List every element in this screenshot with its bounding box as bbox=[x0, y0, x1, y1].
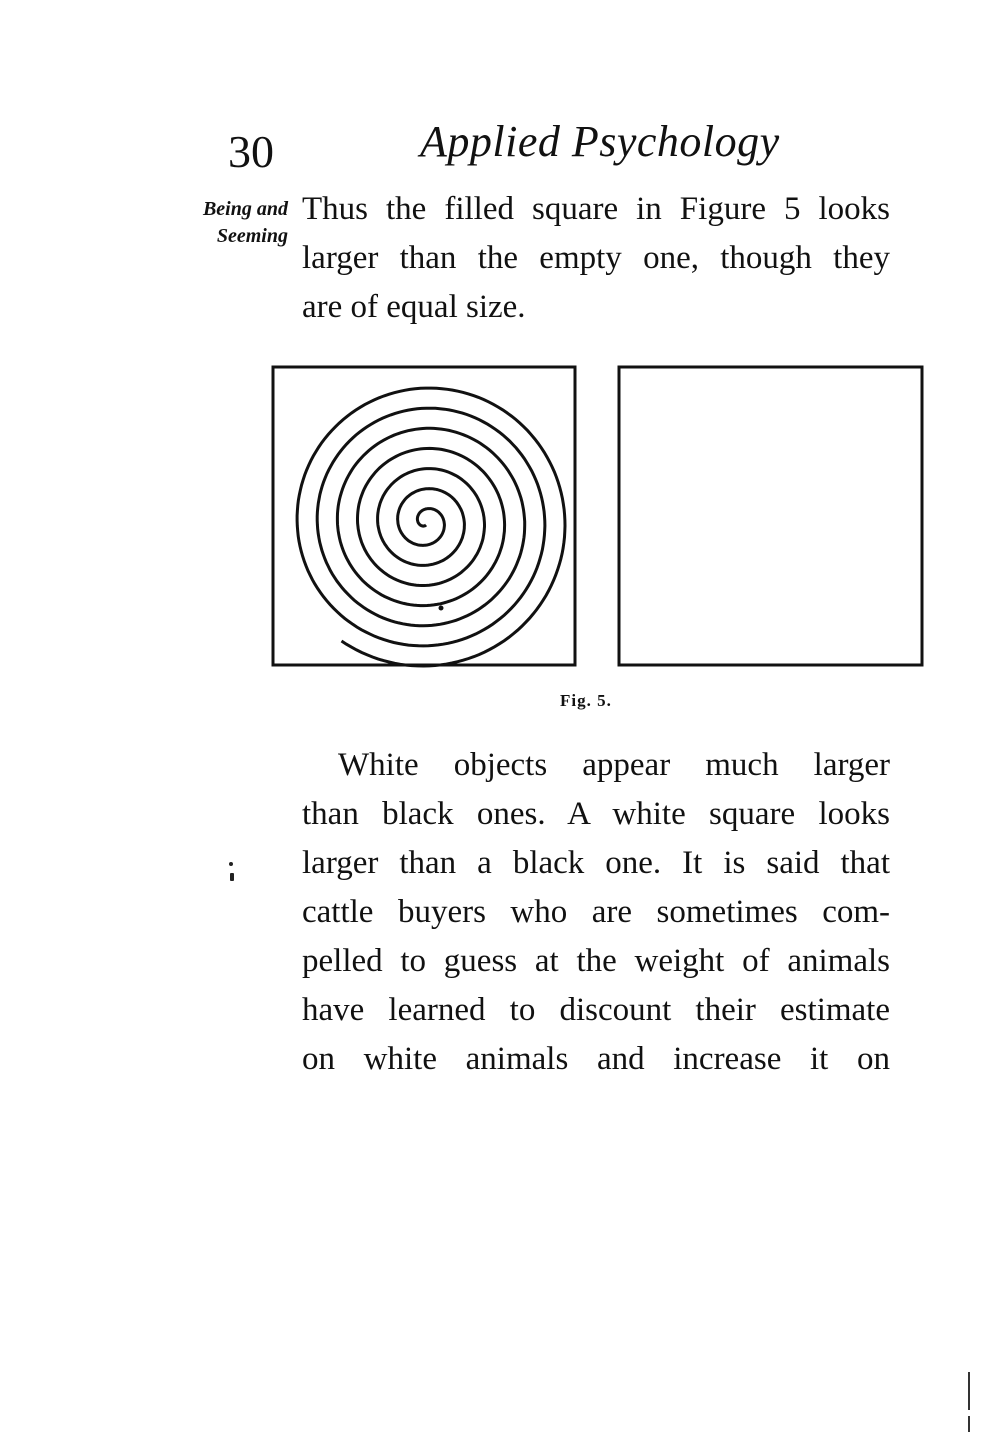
empty-square bbox=[619, 367, 922, 665]
running-head: Applied Psychology bbox=[420, 117, 780, 166]
spiral-line bbox=[297, 388, 565, 666]
sidenote bbox=[150, 196, 288, 250]
text-line: have learned to discount their estimate bbox=[302, 992, 890, 1028]
scan-rule bbox=[968, 1372, 970, 1410]
text-line: on white animals and increase it on bbox=[302, 1041, 890, 1077]
paragraph bbox=[302, 741, 890, 1084]
text-line: larger than the empty one, though they bbox=[302, 240, 890, 276]
text-line: Thus the filled square in Figure 5 looks bbox=[302, 191, 890, 227]
text-line: cattle buyers who are sometimes com- bbox=[302, 894, 890, 930]
margin-mark bbox=[230, 873, 234, 881]
spiral-dot bbox=[439, 606, 444, 611]
figure-illustration bbox=[270, 364, 926, 670]
text-line: pelled to guess at the weight of animals bbox=[302, 943, 890, 979]
paragraph bbox=[302, 185, 890, 332]
figure-caption: Fig. 5. bbox=[560, 691, 612, 710]
margin-mark bbox=[229, 862, 233, 866]
text-line: larger than a black one. It is said that bbox=[302, 845, 890, 881]
scan-rule bbox=[968, 1416, 970, 1432]
page-number: 30 bbox=[228, 126, 274, 177]
sidenote-line: Seeming bbox=[216, 225, 288, 247]
text-line: than black ones. A white square looks bbox=[302, 796, 890, 832]
text-line: White objects appear much larger bbox=[338, 747, 890, 783]
sidenote-line: Being and bbox=[202, 198, 288, 220]
figure bbox=[270, 364, 926, 670]
text-line: are of equal size. bbox=[302, 289, 526, 325]
spiral-fill bbox=[297, 388, 565, 666]
